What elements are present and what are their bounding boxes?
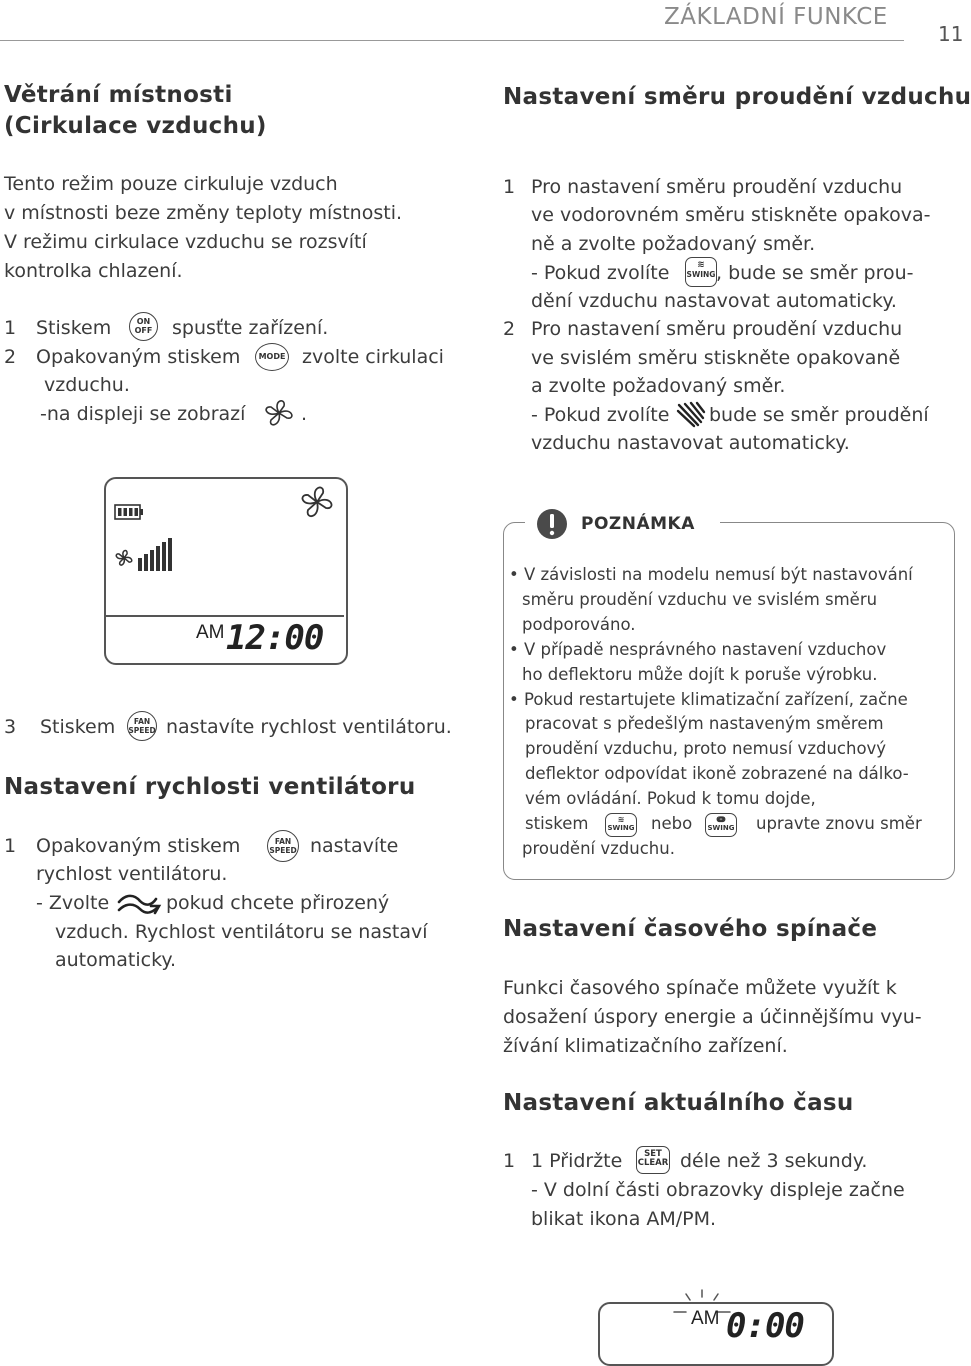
clock-step1-post: déle než 3 sekundy. xyxy=(680,1150,868,1172)
intro-line-2: v místnosti beze změny teploty místnosti. xyxy=(4,202,403,224)
swing-button-icon: ≋ SWING xyxy=(685,257,717,287)
intro-line-4: kontrolka chlazení. xyxy=(4,260,183,282)
fan-icon xyxy=(296,482,338,522)
timer-line-2: dosažení úspory energie a účinnějšímu vyu- xyxy=(503,1006,922,1028)
vent-step2-display-post: . xyxy=(301,403,308,425)
note-bullet3-mid: nebo xyxy=(651,814,693,833)
vent-step2-number: 2 xyxy=(4,346,17,368)
note-bullet3-line1: • Pokud restartujete klimatizační zařízení, začne xyxy=(509,690,908,709)
ventilation-heading-line1: Větrání místnosti xyxy=(4,82,233,108)
warning-icon xyxy=(536,508,568,540)
airflow-step1-line2: ve vodorovném směru stiskněte opakova- xyxy=(531,204,931,226)
fan-sub3: automaticky. xyxy=(55,949,176,971)
intro-line-1: Tento režim pouze cirkuluje vzduch xyxy=(4,173,338,195)
swing-button-icon: ↈ SWING xyxy=(705,813,737,837)
vent-step1-number: 1 xyxy=(4,317,17,339)
note-bullet1-line3: podporováno. xyxy=(522,615,636,634)
clock-lcd-time: 0:00 xyxy=(726,1306,804,1346)
vent-step3-number: 3 xyxy=(4,716,17,738)
vent-step3-pre: Stiskem xyxy=(40,716,116,738)
airflow-step1-line1: Pro nastavení směru proudění vzduchu xyxy=(531,176,903,198)
note-bullet1-line1: • V závislosti na modelu nemusí být nastavování xyxy=(509,565,913,584)
swing-vertical-icon xyxy=(676,401,706,427)
fan-step1-pre: Opakovaným stiskem xyxy=(36,835,241,857)
fan-icon xyxy=(260,396,298,430)
clock-step1-pre: 1 Přidržte xyxy=(531,1150,623,1172)
airflow-step2-sub-pre: - Pokud zvolíte xyxy=(531,404,670,426)
airflow-step1-sub-post: , bude se směr prou- xyxy=(716,262,914,284)
note-bullet3-post: upravte znovu směr xyxy=(756,814,922,833)
note-bullet2-line2: ho deflektoru může dojít k poruše výrobku. xyxy=(522,665,878,684)
fan-step1-post: nastavíte xyxy=(310,835,399,857)
timer-line-3: žívání klimatizačního zařízení. xyxy=(503,1035,788,1057)
natural-wind-icon xyxy=(116,891,162,919)
airflow-step2-number: 2 xyxy=(503,318,516,340)
clock-sub2: blikat ikona AM/PM. xyxy=(531,1208,717,1230)
fan-step1-cont: rychlost ventilátoru. xyxy=(36,863,228,885)
note-bullet3-line2: pracovat s předešlým nastaveným směrem xyxy=(525,714,884,733)
fan-speed-heading: Nastavení rychlosti ventilátoru xyxy=(4,774,416,800)
airflow-step2-line1: Pro nastavení směru proudění vzduchu xyxy=(531,318,903,340)
note-bullet1-line2: směru proudění vzduchu ve svislém směru xyxy=(522,590,878,609)
note-bullet2-line1: • V případě nesprávného nastavení vzduchov xyxy=(509,640,887,659)
fan-speed-button-icon: FAN SPEED xyxy=(127,711,157,741)
fan-sub1-post: pokud chcete přirozený xyxy=(166,892,390,914)
page-number: 11 xyxy=(938,22,964,46)
vent-step3-post: nastavíte rychlost ventilátoru. xyxy=(166,716,452,738)
note-title: POZNÁMKA xyxy=(581,514,695,534)
on-off-button-icon: ON OFF xyxy=(129,312,158,341)
airflow-step1-line3: ně a zvolte požadovaný směr. xyxy=(531,233,816,255)
note-bullet3-line5: vém ovládání. Pokud k tomu dojde, xyxy=(525,789,816,808)
airflow-step2-line2: ve svislém směru stiskněte opakovaně xyxy=(531,347,901,369)
vent-step1-pre: Stiskem xyxy=(36,317,112,339)
airflow-step1-sub-pre: - Pokud zvolíte xyxy=(531,262,670,284)
fan-sub2: vzduch. Rychlost ventilátoru se nastaví xyxy=(55,921,428,943)
swing-button-icon: ≋ SWING xyxy=(605,813,637,837)
mode-button-icon: MODE xyxy=(255,343,289,371)
vent-step2-display-pre: -na displeji se zobrazí xyxy=(40,403,246,425)
airflow-step2-line3: a zvolte požadovaný směr. xyxy=(531,375,786,397)
clock-sub1: - V dolní části obrazovky displeje začne xyxy=(531,1179,905,1201)
clock-step1-number: 1 xyxy=(503,1150,516,1172)
note-bullet3-line4: deflektor odpovídat ikoně zobrazené na dálko- xyxy=(525,764,909,783)
fan-sub1-pre: - Zvolte xyxy=(36,892,110,914)
header-title: ZÁKLADNÍ FUNKCE xyxy=(664,4,888,30)
vent-step1-post: spusťte zařízení. xyxy=(172,317,329,339)
intro-line-3: V režimu cirkulace vzduchu se rozsvítí xyxy=(4,231,367,253)
airflow-step2-sub-post: bude se směr proudění xyxy=(709,404,929,426)
lcd-am-label: AM xyxy=(196,622,225,643)
vent-step2-post: zvolte cirkulaci xyxy=(302,346,444,368)
note-bullet3-line3: proudění vzduchu, proto nemusí vzduchový xyxy=(525,739,887,758)
timer-heading: Nastavení časového spínače xyxy=(503,916,878,942)
fan-speed-button-icon: FAN SPEED xyxy=(267,830,299,862)
lcd-time: 12:00 xyxy=(226,618,324,658)
ventilation-heading-line2: (Cirkulace vzduchu) xyxy=(4,113,267,139)
clock-heading: Nastavení aktuálního času xyxy=(503,1090,854,1116)
fan-speed-bars-icon xyxy=(112,536,176,578)
airflow-heading: Nastavení směru proudění vzduchu xyxy=(503,84,971,110)
clock-lcd-am-label: AM xyxy=(691,1308,720,1329)
set-clear-button-icon: SET CLEAR xyxy=(636,1146,670,1174)
battery-icon xyxy=(114,504,144,520)
vent-step2-pre: Opakovaným stiskem xyxy=(36,346,241,368)
vent-step2-cont: vzduchu. xyxy=(44,374,130,396)
header-rule xyxy=(0,40,904,41)
note-bullet3-last: proudění vzduchu. xyxy=(522,839,675,858)
fan-step1-number: 1 xyxy=(4,835,17,857)
airflow-step1-sub-cont: dění vzduchu nastavovat automaticky. xyxy=(531,290,897,312)
lcd-divider xyxy=(106,615,344,617)
airflow-step2-sub-cont: vzduchu nastavovat automaticky. xyxy=(531,432,850,454)
airflow-step1-number: 1 xyxy=(503,176,516,198)
note-bullet3-pre: stiskem xyxy=(525,814,589,833)
timer-line-1: Funkci časového spínače můžete využít k xyxy=(503,977,897,999)
